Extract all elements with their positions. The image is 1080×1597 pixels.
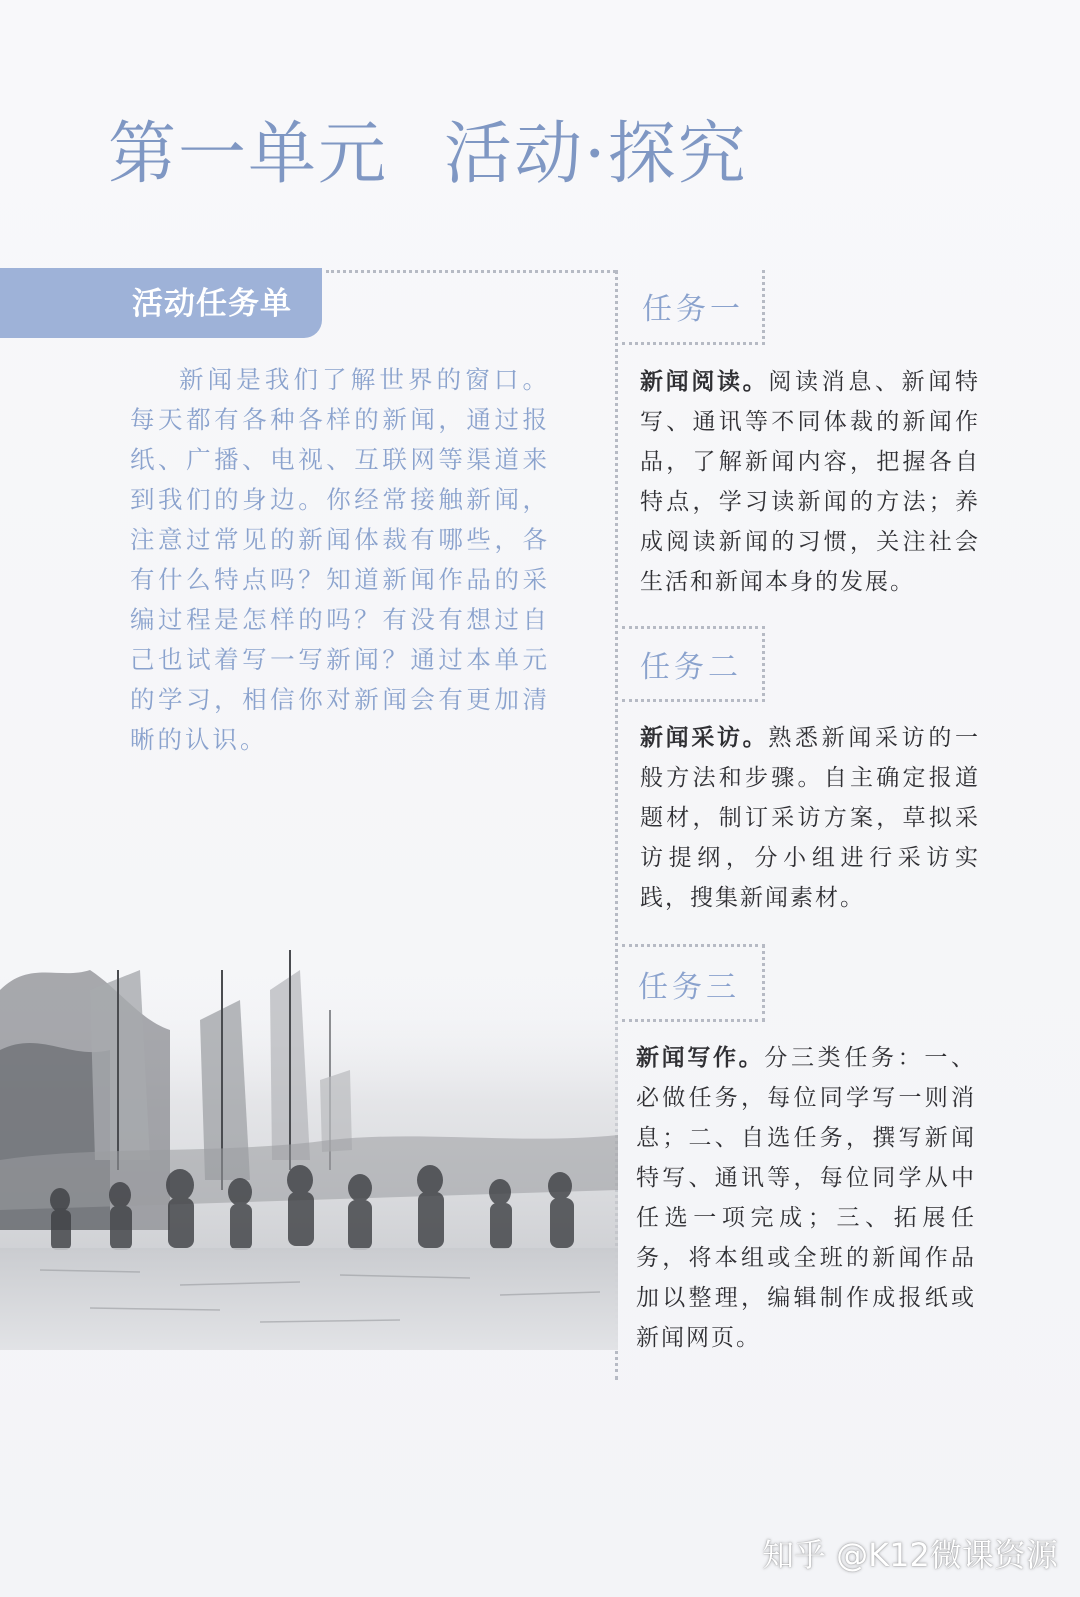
task-body-3: 分三类任务：一、必做任务，每位同学写一则消息；二、自选任务，撰写新闻特写、通讯等，每位同学从中任选一项完成；三、拓展任务，将本组或全班的新闻作品加以整理，编辑制作成报纸或新闻网页。 [636,1045,977,1351]
task-text-2 [640,718,980,918]
task-lead-1: 新闻阅读。 [640,369,769,395]
dotted-divider-top [326,270,616,273]
activity-tab-label: 活动任务单 [132,286,292,322]
ink-wash-illustration [0,930,618,1350]
watermark: 知乎 @K12微课资源 [762,1536,1058,1574]
task-title-3: 任务三 [638,970,740,1005]
unit-title [108,100,748,197]
unit-theme: 活动·探究 [444,115,748,194]
task-text-3 [636,1038,976,1358]
unit-number: 第一单元 [108,115,389,194]
intro-paragraph: 新闻是我们了解世界的窗口。每天都有各种各样的新闻，通过报纸、广播、电视、互联网等渠道来到我们的身边。你经常接触新闻，注意过常见的新闻体裁有哪些，各有什么特点吗？知道新闻作品的采编过程是怎样的吗？有没有想过自己也试着写一写新闻？通过本单元的学习，相信你对新闻会有更加清晰的认识。 [130,365,550,754]
task-lead-2: 新闻采访。 [640,725,769,751]
task-lead-3: 新闻写作。 [636,1045,765,1071]
task-body-2: 熟悉新闻采访的一般方法和步骤。自主确定报道题材，制订采访方案，草拟采访提纲，分小组进行采访实践，搜集新闻素材。 [640,725,981,911]
task-title-1: 任务一 [642,292,744,327]
task-body-1: 阅读消息、新闻特写、通讯等不同体裁的新闻作品，了解新闻内容，把握各自特点，学习读新闻的方法；养成阅读新闻的习惯，关注社会生活和新闻本身的发展。 [640,369,981,595]
task-text-1 [640,362,980,602]
task-title-2: 任务二 [640,650,742,685]
